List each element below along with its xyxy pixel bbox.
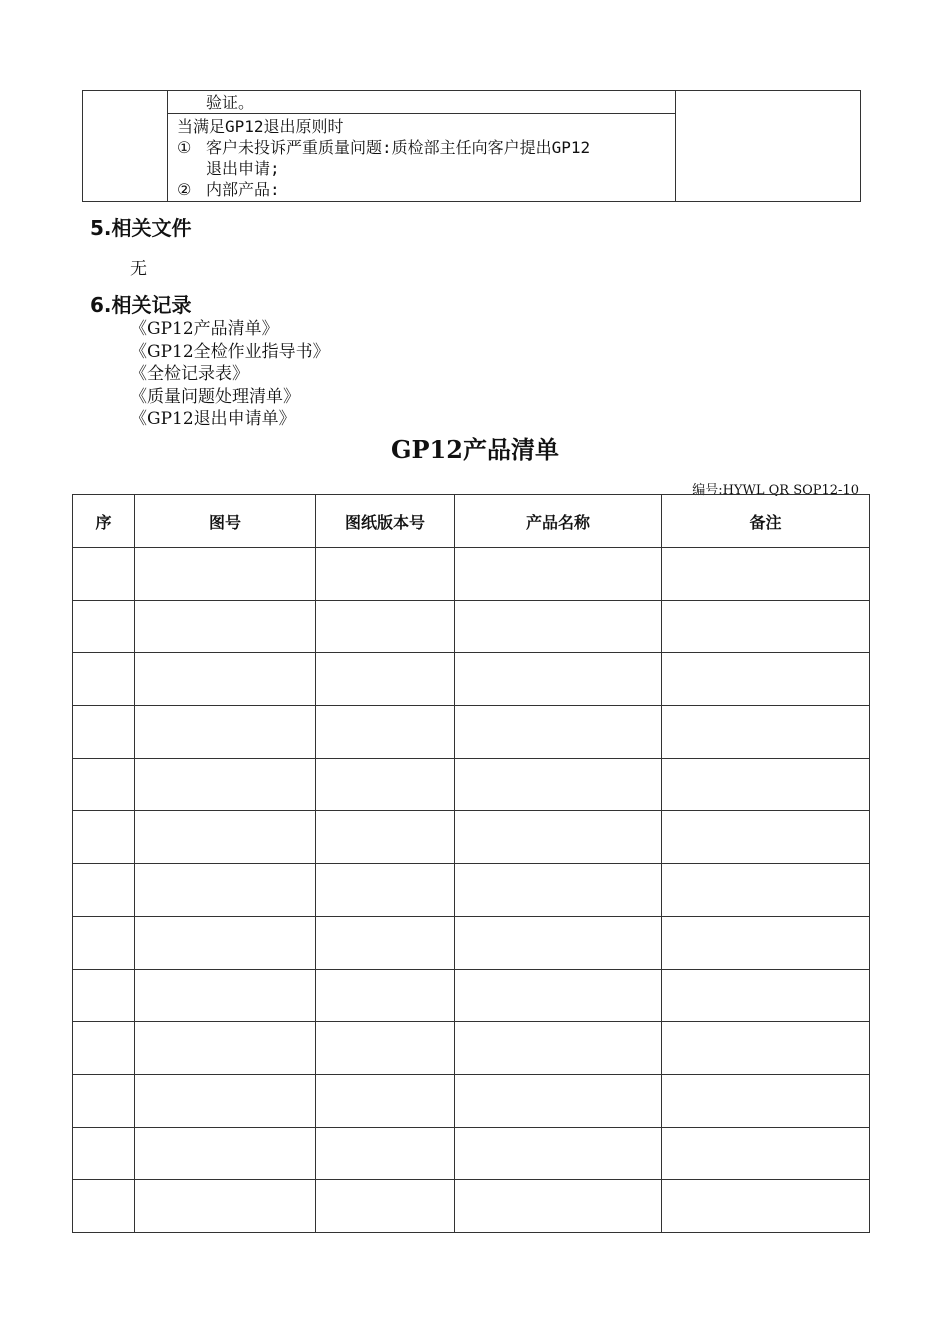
table-cell [316, 1180, 455, 1233]
table-cell [316, 811, 455, 864]
table-row [73, 1127, 870, 1180]
table-row [73, 758, 870, 811]
table-cell [316, 758, 455, 811]
table-cell [662, 600, 870, 653]
table-cell [316, 864, 455, 917]
table-cell [662, 548, 870, 601]
table-cell [73, 969, 135, 1022]
table-row [73, 600, 870, 653]
table-cell [455, 1180, 662, 1233]
table-cell [73, 1022, 135, 1075]
list-item: 《GP12退出申请单》 [130, 409, 296, 429]
item-text-2: 内部产品: [206, 180, 280, 199]
list-item: 《质量问题处理清单》 [130, 386, 300, 407]
list-item: 《GP12产品清单》 [130, 319, 279, 339]
section-6-heading: 6.相关记录 [90, 293, 192, 317]
continuation-table [82, 90, 861, 202]
table-cell [135, 1022, 316, 1075]
column-header-drawing-version: 图纸版本号 [316, 495, 455, 548]
table-divider [167, 91, 168, 201]
table-cell [135, 1074, 316, 1127]
column-header-seq: 序 [73, 495, 135, 548]
table-cell [455, 916, 662, 969]
table-cell [455, 1022, 662, 1075]
section-5-heading: 5.相关文件 [90, 216, 192, 240]
table-cell [73, 548, 135, 601]
table-cell [73, 600, 135, 653]
form-title: GP12产品清单 [391, 435, 559, 464]
table-row [73, 1180, 870, 1233]
table-cell [662, 1022, 870, 1075]
table-cell [73, 653, 135, 706]
table-cell [73, 1074, 135, 1127]
table-cell [73, 706, 135, 759]
table-cell [135, 811, 316, 864]
table-cell [135, 916, 316, 969]
table-cell [135, 969, 316, 1022]
table-row [73, 1022, 870, 1075]
table-cell [135, 1180, 316, 1233]
table-body [73, 548, 870, 1233]
table-cell [73, 811, 135, 864]
table-cell [135, 600, 316, 653]
item-text-1-cont: 退出申请; [206, 159, 280, 178]
table-row [73, 811, 870, 864]
table-cell [316, 969, 455, 1022]
exit-principle-text: 当满足GP12退出原则时 [177, 117, 344, 136]
table-cell [316, 1127, 455, 1180]
records-list [130, 318, 330, 431]
item-marker-2: ② [177, 180, 192, 199]
table-cell [662, 758, 870, 811]
table-row [73, 653, 870, 706]
item-marker-1: ① [177, 138, 192, 157]
table-cell [455, 811, 662, 864]
table-cell [662, 969, 870, 1022]
table-cell [135, 758, 316, 811]
table-cell [73, 916, 135, 969]
table-cell [662, 1127, 870, 1180]
column-header-product-name: 产品名称 [455, 495, 662, 548]
table-cell [73, 864, 135, 917]
item-text-1: 客户未投诉严重质量问题:质检部主任向客户提出GP12 [206, 138, 591, 157]
table-cell [316, 1022, 455, 1075]
table-cell [316, 653, 455, 706]
list-item: 《GP12全检作业指导书》 [130, 341, 330, 362]
table-cell [73, 1127, 135, 1180]
table-row [73, 706, 870, 759]
table-cell [316, 600, 455, 653]
product-list-table [72, 494, 870, 1233]
table-row [73, 916, 870, 969]
column-header-remarks: 备注 [662, 495, 870, 548]
table-cell [662, 916, 870, 969]
table-cell [135, 653, 316, 706]
table-cell [455, 653, 662, 706]
table-cell [455, 758, 662, 811]
table-cell [135, 548, 316, 601]
table-cell [662, 811, 870, 864]
table-cell [316, 548, 455, 601]
table-cell [455, 969, 662, 1022]
table-cell [73, 758, 135, 811]
column-header-drawing-no: 图号 [135, 495, 316, 548]
table-row [73, 1074, 870, 1127]
table-divider [675, 91, 676, 201]
table-cell [662, 1180, 870, 1233]
list-item: 《全检记录表》 [130, 364, 249, 384]
table-cell [455, 600, 662, 653]
table-cell [73, 1180, 135, 1233]
table-cell [135, 864, 316, 917]
table-cell [316, 916, 455, 969]
table-cell [316, 1074, 455, 1127]
table-cell [662, 706, 870, 759]
table-cell [135, 706, 316, 759]
table-divider [167, 113, 675, 114]
table-row [73, 548, 870, 601]
form-code: 编号:HYWL QR SOP12-10 [692, 483, 859, 498]
table-cell [662, 1074, 870, 1127]
table-cell [662, 653, 870, 706]
verification-text: 验证。 [206, 93, 255, 112]
table-cell [316, 706, 455, 759]
section-5-content: 无 [130, 259, 147, 279]
table-cell [455, 1127, 662, 1180]
table-cell [455, 864, 662, 917]
table-row [73, 969, 870, 1022]
table-cell [455, 548, 662, 601]
table-row [73, 864, 870, 917]
table-cell [662, 864, 870, 917]
table-cell [455, 1074, 662, 1127]
table-header-row [73, 495, 870, 548]
table-cell [135, 1127, 316, 1180]
table-cell [455, 706, 662, 759]
